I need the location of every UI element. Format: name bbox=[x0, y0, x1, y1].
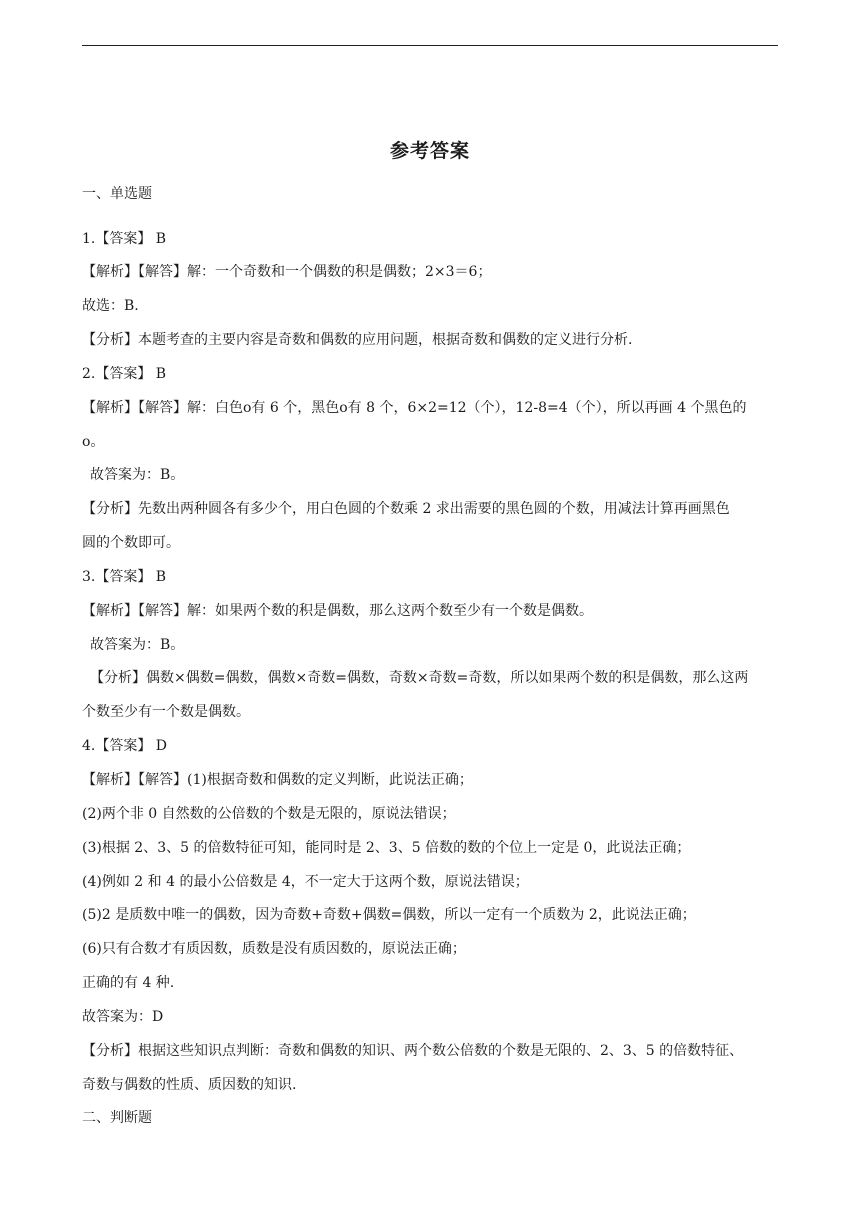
q1-explanation: 【分析】本题考查的主要内容是奇数和偶数的应用问题，根据奇数和偶数的定义进行分析. bbox=[82, 332, 633, 348]
q4-line7: 正确的有 4 种. bbox=[82, 975, 175, 991]
q3-answer: 3.【答案】 B bbox=[82, 569, 167, 585]
section-heading: 一、单选题 bbox=[82, 186, 152, 202]
q4-line2: (2)两个非 0 自然数的公倍数的个数是无限的，原说法错误； bbox=[82, 806, 456, 822]
q4-choice: 故答案为：D bbox=[82, 1009, 164, 1025]
page-title: 参考答案 bbox=[389, 140, 470, 162]
q4-explanation-line1: 【分析】根据这些知识点判断：奇数和偶数的知识、两个数公倍数的个数是无限的、2、3、5 的倍数特征、 bbox=[82, 1043, 744, 1059]
q4-explanation-line2: 奇数与偶数的性质、质因数的知识. bbox=[82, 1077, 297, 1093]
q4-line5: (5)2 是质数中唯一的偶数，因为奇数+奇数+偶数=偶数，所以一定有一个质数为 2，此说法正确； bbox=[82, 907, 696, 923]
q2-choice: 故答案为：B。 bbox=[90, 467, 185, 483]
q2-answer: 2.【答案】 B bbox=[82, 366, 167, 382]
q2-analysis-line1: 【解析】【解答】解：白色o有 6 个，黑色o有 8 个，6×2=12（个），12-8=4（个），所以再画 4 个黑色的 bbox=[82, 400, 747, 416]
q2-explanation-line2: 圆的个数即可。 bbox=[82, 535, 180, 551]
q4-line1: 【解析】【解答】(1)根据奇数和偶数的定义判断，此说法正确； bbox=[82, 772, 473, 788]
q4-line4: (4)例如 2 和 4 的最小公倍数是 4，不一定大于这两个数，原说法错误； bbox=[82, 874, 529, 890]
q1-answer: 1.【答案】 B bbox=[82, 231, 167, 247]
q1-analysis: 【解析】【解答】解：一个奇数和一个偶数的积是偶数；2×3＝6； bbox=[82, 264, 492, 280]
section-heading-2: 二、判断题 bbox=[82, 1110, 152, 1126]
q3-choice: 故答案为：B。 bbox=[90, 637, 185, 653]
q3-explanation-line1: 【分析】偶数×偶数=偶数，偶数×奇数=偶数，奇数×奇数=奇数，所以如果两个数的积是偶数，那么这两 bbox=[90, 670, 749, 686]
q4-line6: (6)只有合数才有质因数，质数是没有质因数的，原说法正确； bbox=[82, 941, 466, 957]
q2-analysis-line2: o。 bbox=[82, 434, 105, 450]
header-rule bbox=[82, 45, 778, 46]
q4-line3: (3)根据 2、3、5 的倍数特征可知，能同时是 2、3、5 倍数的数的个位上一定是 0，此说法正确； bbox=[82, 840, 691, 856]
q3-explanation-line2: 个数至少有一个数是偶数。 bbox=[82, 704, 250, 720]
q3-analysis: 【解析】【解答】解：如果两个数的积是偶数，那么这两个数至少有一个数是偶数。 bbox=[82, 603, 593, 619]
q1-choice: 故选：B. bbox=[82, 298, 139, 314]
q2-explanation-line1: 【分析】先数出两种圆各有多少个，用白色圆的个数乘 2 求出需要的黑色圆的个数，用减法计算再画黑色 bbox=[82, 501, 730, 517]
q4-answer: 4.【答案】 D bbox=[82, 738, 168, 754]
